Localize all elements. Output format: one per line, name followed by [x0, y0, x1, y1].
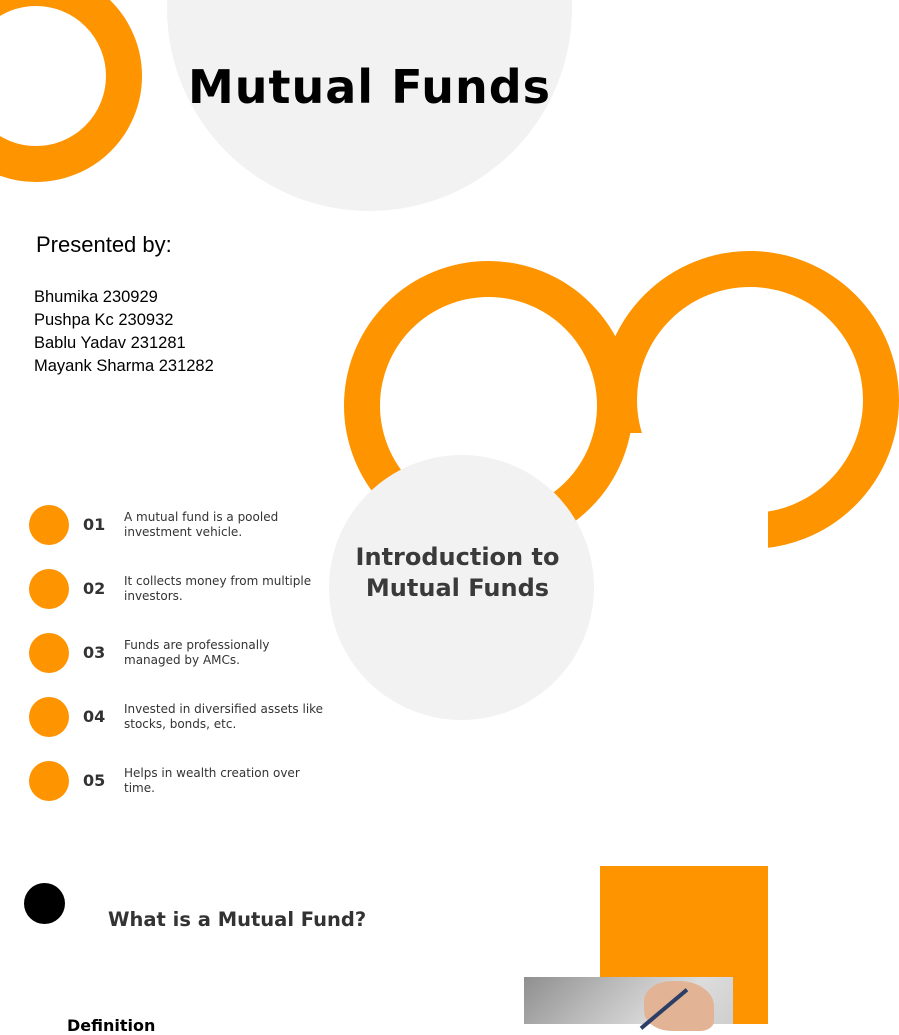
bullet-dot [29, 505, 69, 545]
item-number: 05 [83, 771, 106, 790]
bullet-dot [29, 761, 69, 801]
presenter-name: Pushpa Kc 230932 [34, 311, 174, 329]
item-text: Helps in wealth creation over time. [124, 766, 300, 795]
item-text: It collects money from multiple investors. [124, 574, 312, 603]
presenter-name: Mayank Sharma 231282 [34, 357, 214, 375]
presentation-title: Mutual Funds [187, 60, 552, 114]
decorative-orange-ring [0, 0, 142, 182]
bullet-dot [29, 633, 69, 673]
presenter-name: Bablu Yadav 231281 [34, 334, 186, 352]
introduction-slide [0, 433, 768, 866]
bullet-dot [29, 569, 69, 609]
slide-heading: What is a Mutual Fund? [108, 908, 367, 931]
hand-writing-photo [524, 977, 733, 1024]
presenter-list [34, 286, 214, 378]
item-number: 04 [83, 707, 106, 726]
bullet-dot [29, 697, 69, 737]
definition-subheading: Definition [67, 1016, 156, 1035]
item-text: Invested in diversified assets like stocks, bonds, etc. [124, 702, 324, 731]
presenter-name: Bhumika 230929 [34, 288, 158, 306]
hand-shape [644, 981, 714, 1031]
bullet-dot [24, 883, 65, 924]
presented-by-label: Presented by: [36, 232, 172, 257]
definition-slide [0, 866, 768, 1035]
item-text: Funds are professionally managed by AMCs. [124, 638, 270, 667]
item-text: A mutual fund is a pooled investment vehicle. [124, 510, 279, 539]
item-number: 02 [83, 579, 106, 598]
item-number: 01 [83, 515, 106, 534]
item-number: 03 [83, 643, 106, 662]
slide-heading: Introduction to Mutual Funds [355, 543, 560, 602]
